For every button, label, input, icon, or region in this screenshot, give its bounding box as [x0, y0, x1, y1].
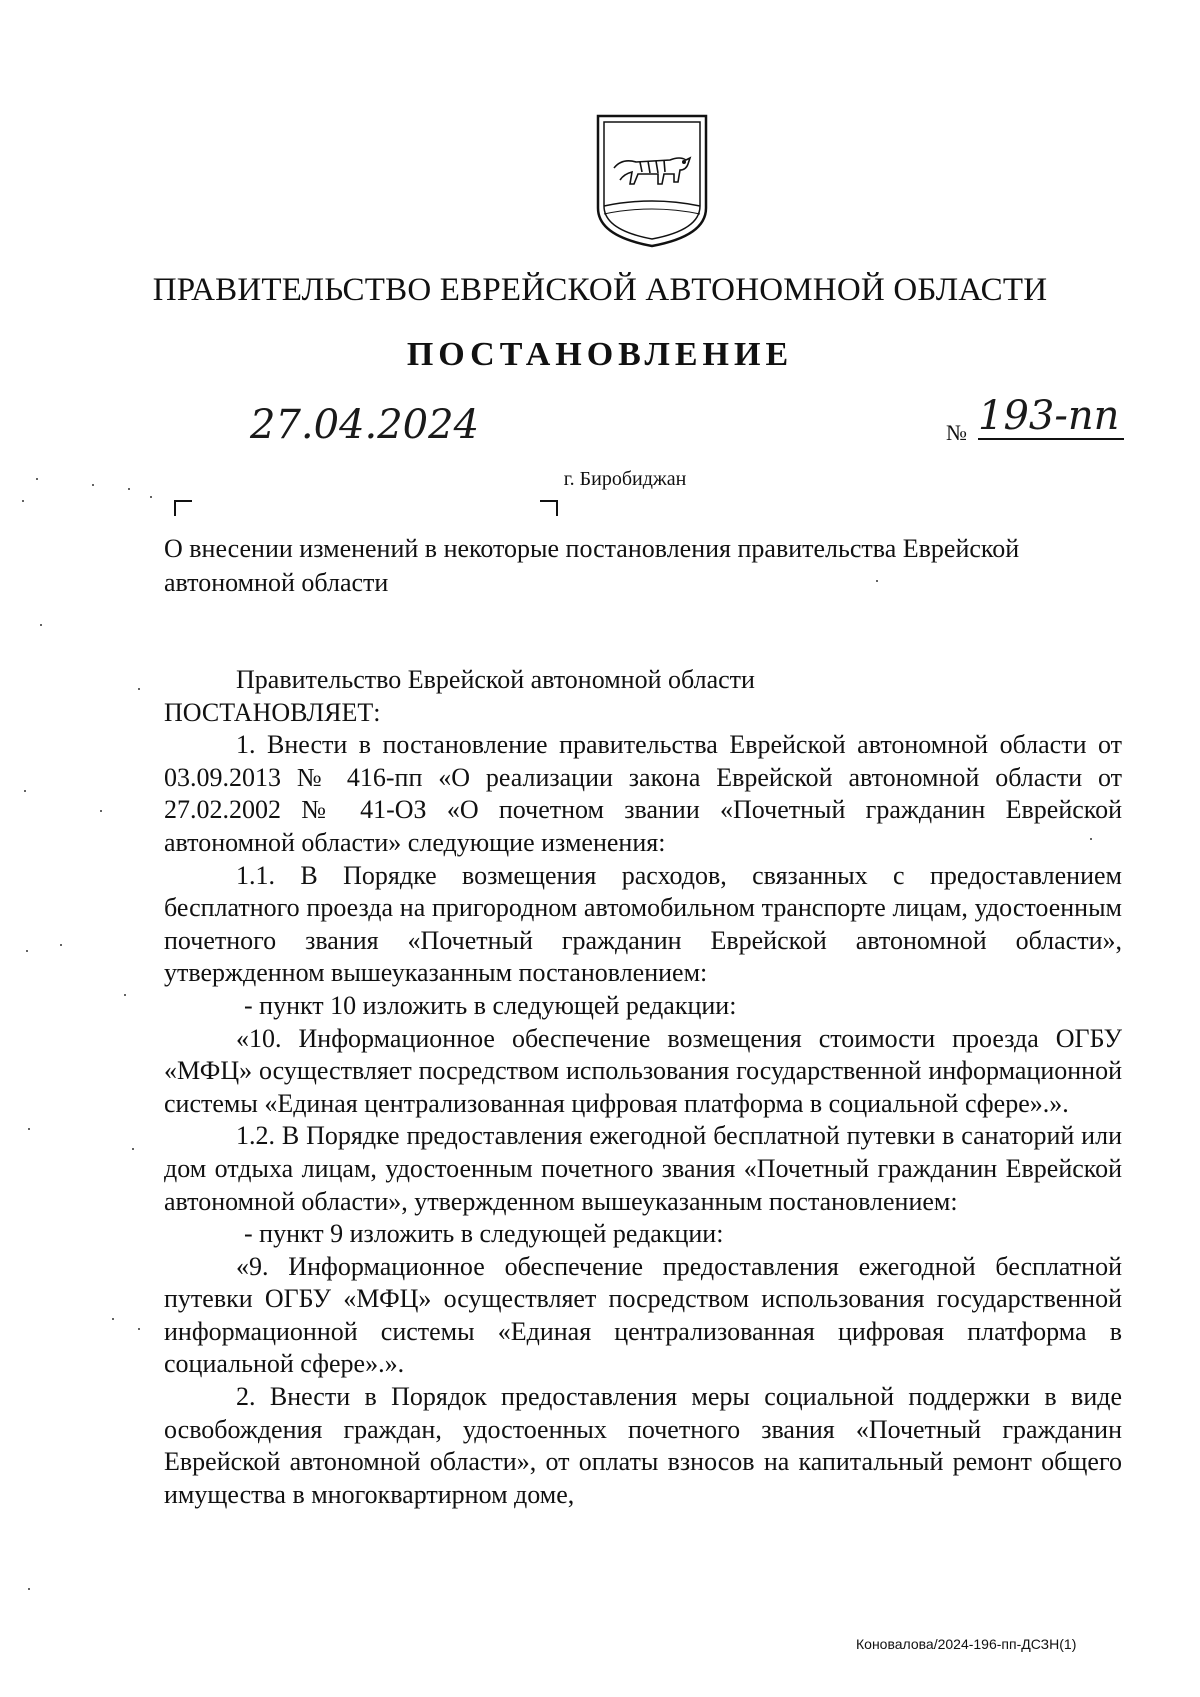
- paragraph-1-1-item: - пункт 10 изложить в следующей редакции:: [244, 990, 737, 1020]
- scan-speck: [28, 1588, 30, 1590]
- scan-speck: [138, 1328, 140, 1330]
- scan-speck: [28, 1128, 30, 1130]
- footer-reference: Коновалова/2024-196-пп-ДСЗН(1): [856, 1636, 1077, 1652]
- scan-speck: [40, 624, 42, 626]
- document-type-heading: ПОСТАНОВЛЕНИЕ: [406, 336, 794, 373]
- handwritten-document-number: 193-пп: [978, 394, 1124, 440]
- scan-speck: [60, 944, 62, 946]
- city-name: г. Биробиджан: [563, 468, 687, 490]
- scan-speck: [112, 1318, 114, 1320]
- scan-speck: [26, 950, 28, 952]
- scan-speck: [24, 790, 26, 792]
- resolves-paragraph: ПОСТАНОВЛЯЕТ:: [164, 697, 381, 727]
- document-body: [164, 664, 1122, 1511]
- paragraph-1: 1. Внести в постановление правительства Еврейской автономной области от 03.09.2013 № 416-пп «О реализации закона Еврейской автономной области от 27.02.2002 № 41-ОЗ «О почетном звании «Почетный гражданин Еврейской автономной области» следующие изменения:: [164, 730, 1122, 857]
- scan-speck: [138, 688, 140, 690]
- scan-speck: [128, 488, 130, 490]
- scan-speck: [150, 496, 152, 498]
- government-title: ПРАВИТЕЛЬСТВО ЕВРЕЙСКОЙ АВТОНОМНОЙ ОБЛАСТИ: [152, 272, 1048, 308]
- scan-speck: [124, 994, 126, 996]
- paragraph-2: 2. Внести в Порядок предоставления меры социальной поддержки в виде освобождения граждан, удостоенных почетного звания «Почетный гражданин Еврейской автономной области», от оплаты взносов на капитальный ремонт общего имущества в многоквартирном доме,: [164, 1382, 1122, 1509]
- intro-paragraph: Правительство Еврейской автономной области: [236, 665, 755, 694]
- scan-speck: [22, 500, 24, 502]
- scan-speck: [92, 484, 94, 486]
- paragraph-1-1: 1.1. В Порядке возмещения расходов, связанных с предоставлением бесплатного проезда на пригородном автомобильном транспорте лицам, удостоенным почетного звания «Почетный гражданин Еврейской автономной области», утвержденном вышеуказанным постановлением:: [164, 860, 1122, 988]
- subject-corner-right-mark: [540, 500, 558, 516]
- scan-speck: [100, 810, 102, 812]
- scan-speck: [36, 478, 38, 480]
- paragraph-1-2-item: - пункт 9 изложить в следующей редакции:: [244, 1219, 724, 1249]
- scan-speck: [132, 1148, 134, 1150]
- scan-speck: [876, 580, 878, 582]
- paragraph-1-2: 1.2. В Порядке предоставления ежегодной бесплатной путевки в санаторий или дом отдыха лицам, удостоенным почетного звания «Почетный гражданин Еврейской автономной области», утвержденном вышеуказанным постановлением:: [164, 1121, 1122, 1216]
- handwritten-date: 27.04.2024: [250, 402, 480, 448]
- number-label: №: [946, 420, 967, 445]
- scan-speck: [1090, 838, 1092, 840]
- document-subject: О внесении изменений в некоторые постановления правительства Еврейской автономной области: [164, 534, 1020, 597]
- coat-of-arms-emblem: [592, 112, 712, 250]
- subject-corner-left-mark: [174, 500, 192, 516]
- paragraph-1-1-text: «10. Информационное обеспечение возмещения стоимости проезда ОГБУ «МФЦ» осуществляет посредством использования государственной информационной системы «Единая централизованная цифровая платформа в социальной сфере».».: [164, 1023, 1122, 1118]
- paragraph-1-2-text: «9. Информационное обеспечение предоставления ежегодной бесплатной путевки ОГБУ «МФЦ» осуществляет посредством использования государственной информационной системы «Единая централизованная цифровая платформа в социальной сфере».».: [164, 1251, 1122, 1379]
